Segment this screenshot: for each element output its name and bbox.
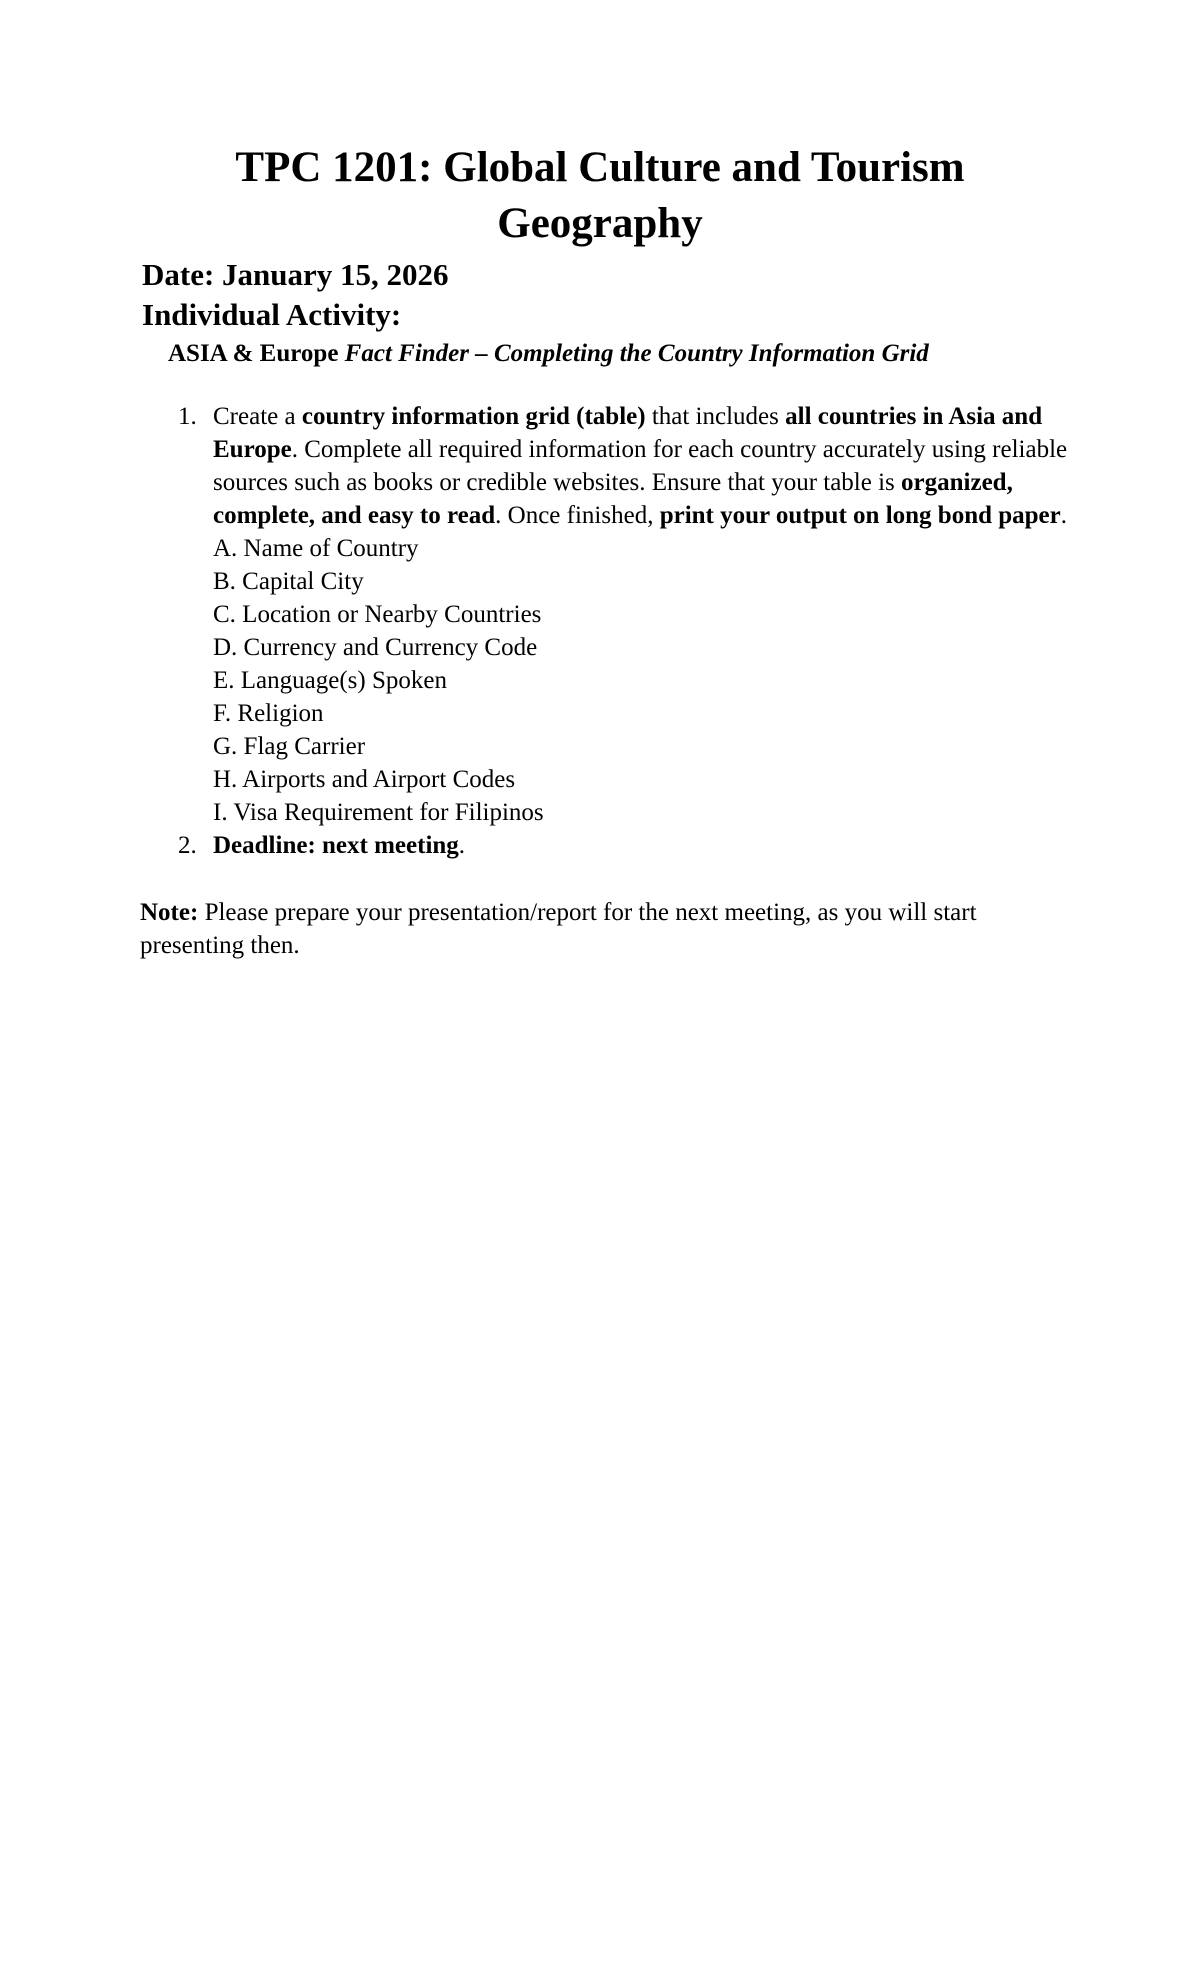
text-run: . Complete all required information for each country accurately using reliable sources such as books or credible websites. Ensure that your table is [213, 436, 1068, 496]
note-paragraph [140, 896, 1070, 962]
title-line-2: Geography [497, 200, 703, 247]
activity-heading: Individual Activity: [142, 297, 402, 332]
bold-run: all countries in Asia and Europe [213, 403, 1043, 463]
text-run: that includes [645, 403, 786, 430]
deadline-text: Deadline: next meeting [213, 832, 459, 859]
list-number-2: 2. [178, 832, 197, 859]
note-text: Please prepare your presentation/report for the next meeting, as you will start presenting then. [140, 899, 977, 959]
bold-run: print your output on long bond paper [659, 502, 1061, 529]
list-item-2 [140, 829, 1070, 862]
item-2-text [213, 829, 1070, 862]
list-number-1: 1. [178, 403, 197, 430]
text-run: Create a [213, 403, 302, 430]
field-name-of-country: A. Name of Country [213, 535, 419, 562]
text-run: . Once finished, [495, 502, 660, 529]
field-visa-requirement: I. Visa Requirement for Filipinos [213, 799, 544, 826]
field-airports: H. Airports and Airport Codes [213, 766, 516, 793]
note-label: Note: [140, 899, 199, 926]
instructions-list [140, 400, 1070, 862]
subtitle-regular: ASIA & Europe [168, 340, 345, 367]
text-run: . [458, 832, 466, 859]
field-currency: D. Currency and Currency Code [213, 634, 538, 661]
activity-subtitle [168, 337, 929, 371]
subtitle-italic: Fact Finder – Completing the Country Information Grid [344, 340, 929, 367]
date-heading: Date: January 15, 2026 [142, 257, 449, 292]
field-capital-city: B. Capital City [213, 568, 364, 595]
text-run: . [1060, 502, 1068, 529]
field-flag-carrier: G. Flag Carrier [213, 733, 366, 760]
title-line-1: TPC 1201: Global Culture and Tourism [235, 144, 965, 191]
bold-run: organized, complete, and easy to read [213, 469, 1013, 529]
field-languages: E. Language(s) Spoken [213, 667, 447, 694]
list-item-1 [140, 400, 1070, 532]
bold-run: country information grid (table) [301, 403, 646, 430]
field-religion: F. Religion [213, 700, 324, 727]
page-title [140, 140, 1060, 252]
item-1-text [213, 400, 1070, 532]
field-location: C. Location or Nearby Countries [213, 601, 542, 628]
